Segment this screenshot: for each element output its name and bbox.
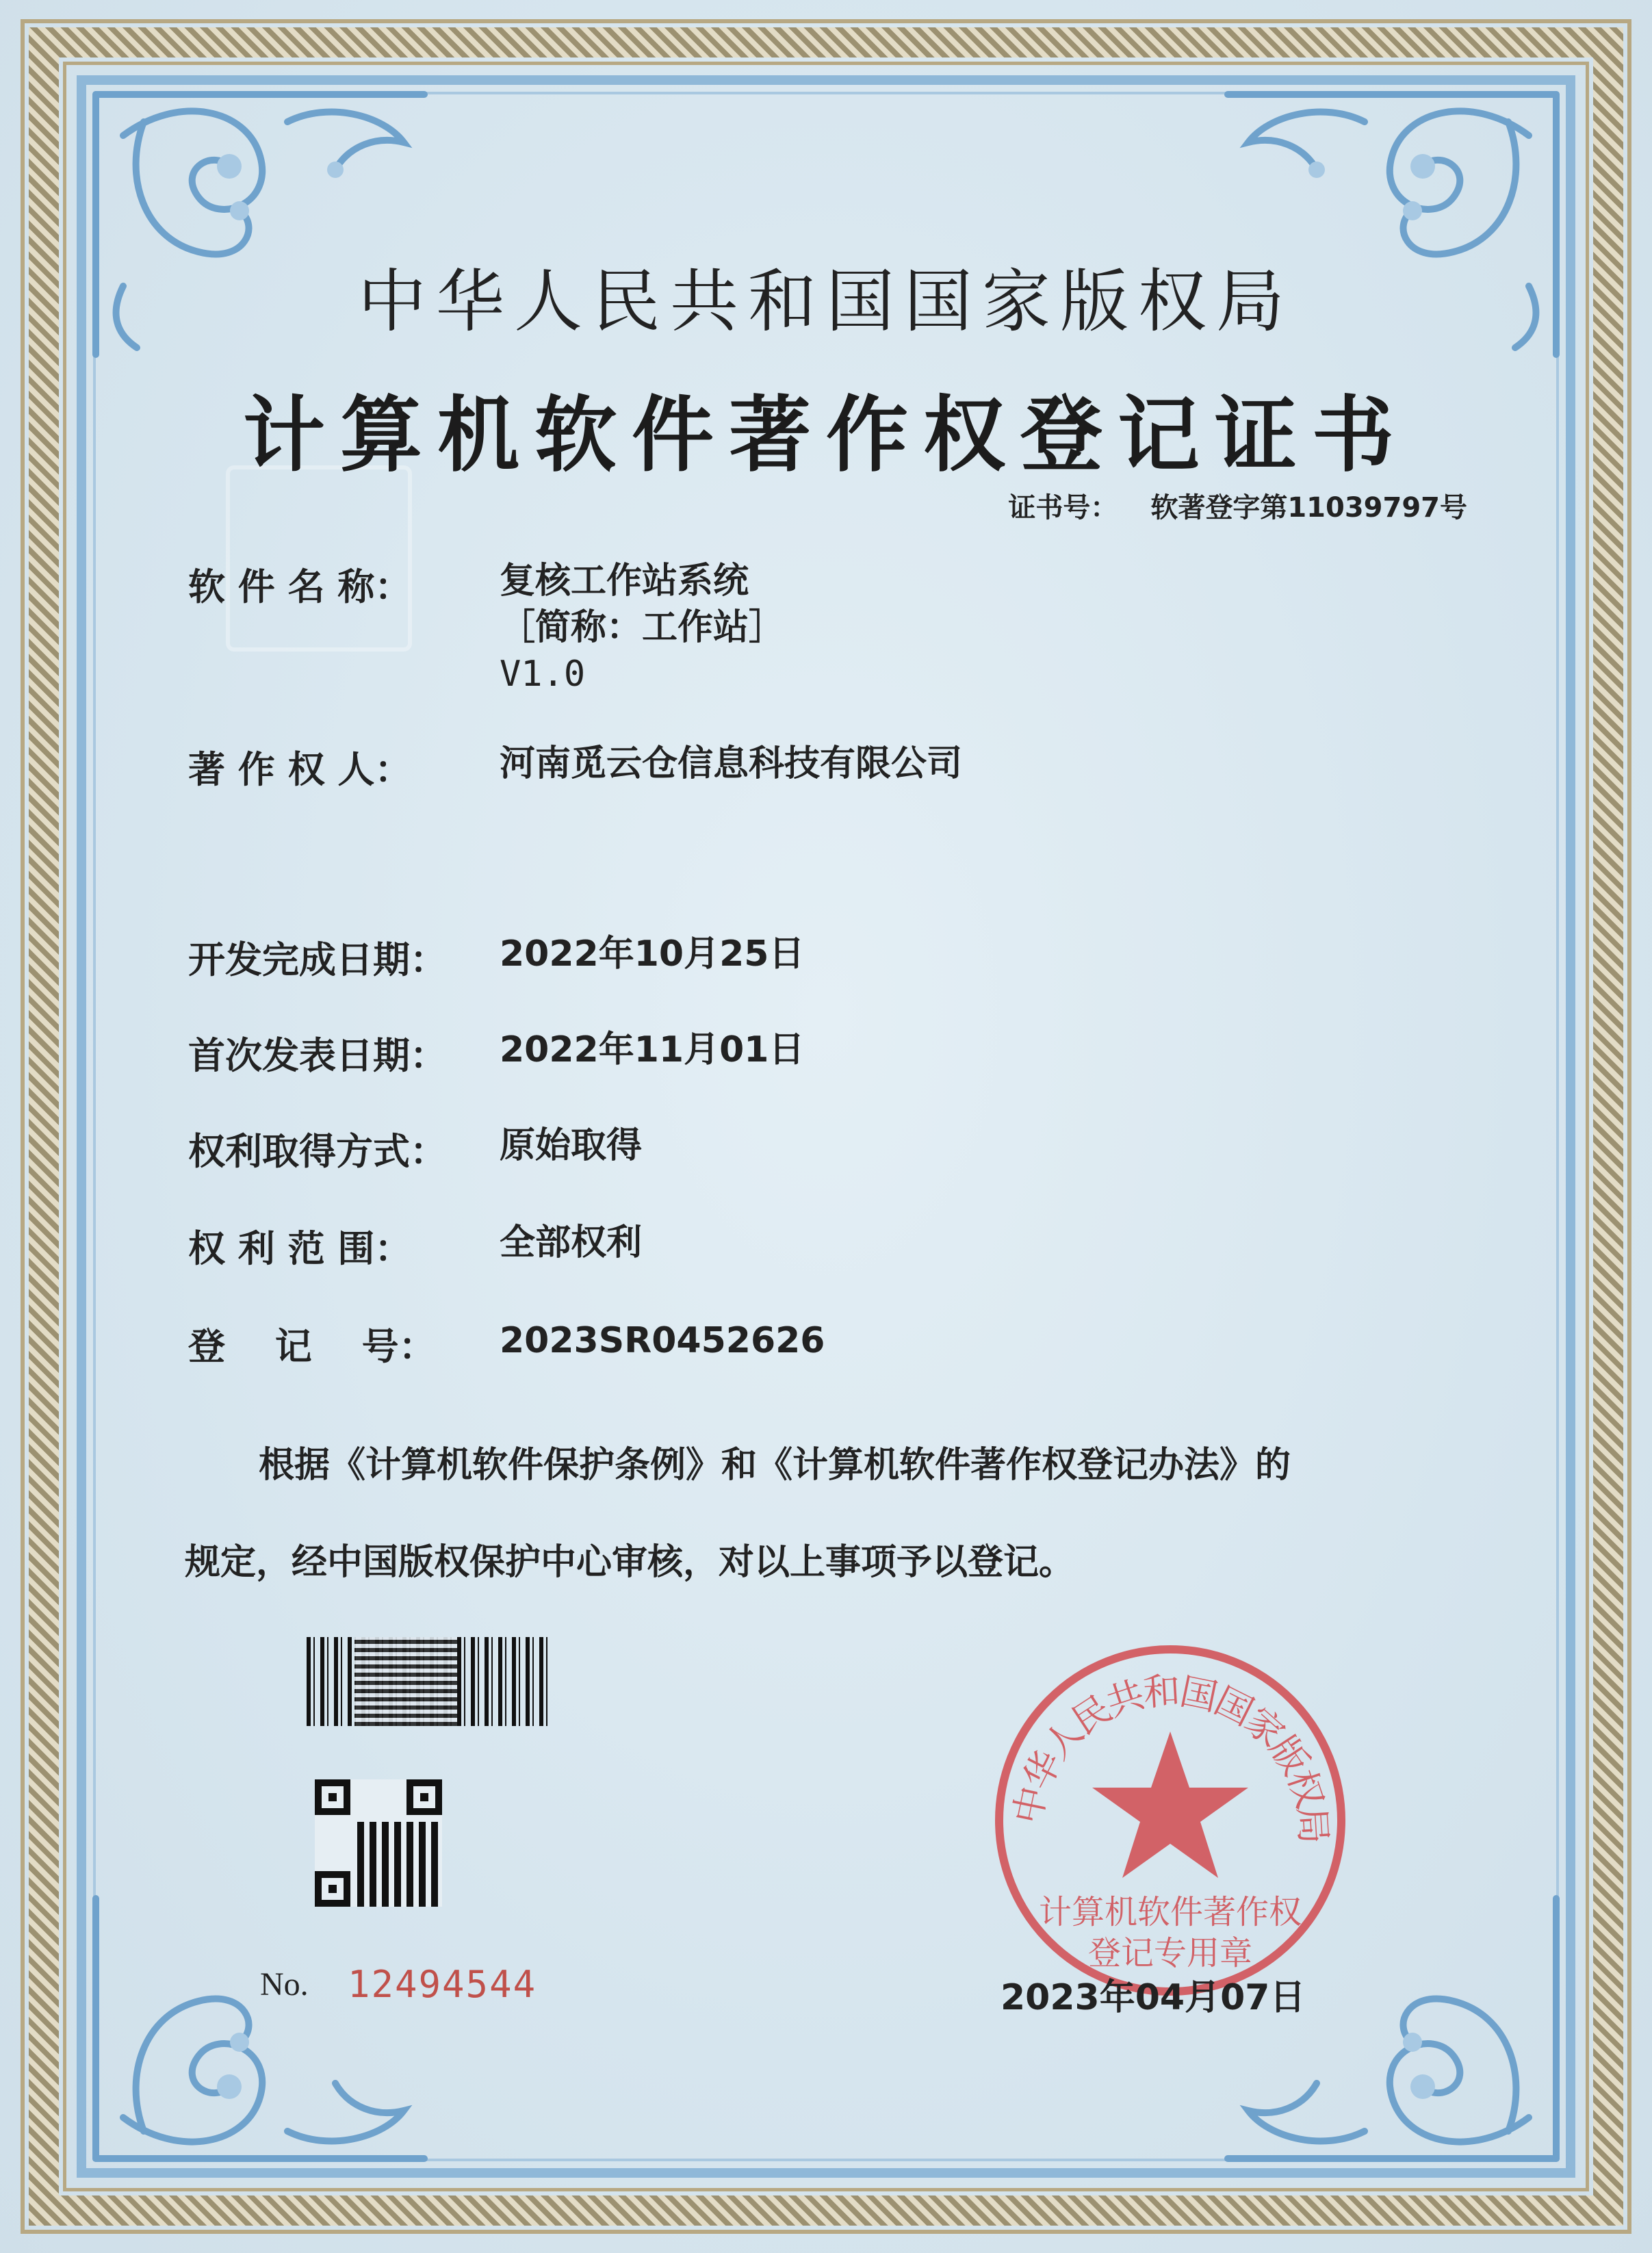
- seal-inner-line-1: 计算机软件著作权: [1038, 1893, 1302, 1931]
- software-name-line: 复核工作站系统: [500, 561, 749, 602]
- serial-label: No.: [260, 1966, 309, 2003]
- field-value-acquisition-method: 原始取得: [500, 1125, 643, 1166]
- field-label-copyright-owner: 著 作 权 人：: [188, 748, 412, 791]
- field-label-rights-scope: 权 利 范 围：: [188, 1227, 412, 1270]
- barcode-icon: [307, 1637, 553, 1726]
- field-label-publication-date: 首次发表日期：: [188, 1034, 447, 1077]
- field-label-acquisition-method: 权利取得方式：: [188, 1130, 447, 1173]
- statement-line-1: 根据《计算机软件保护条例》和《计算机软件著作权登记办法》的: [259, 1445, 1291, 1486]
- issue-date: 2023年04月07日: [1001, 1977, 1306, 2018]
- certificate-number-label: 证书号：: [1008, 492, 1118, 524]
- field-label-completion-date: 开发完成日期：: [188, 938, 447, 981]
- certificate-number: [1008, 486, 1467, 525]
- field-value-registration-number: 2023SR0452626: [500, 1320, 825, 1361]
- certificate-number-value: 软著登字第11039797号: [1150, 492, 1467, 524]
- software-version-line: V1.0: [500, 654, 586, 695]
- field-label-software-name: 软 件 名 称：: [188, 565, 412, 608]
- statement-line-2: 规定，经中国版权保护中心审核，对以上事项予以登记。: [185, 1542, 1075, 1583]
- seal-outer-text: 中华人民共和国国家版权局: [1005, 1669, 1336, 1846]
- software-abbrev-line: ［简称：工作站］: [500, 607, 785, 648]
- field-value-rights-scope: 全部权利: [500, 1222, 643, 1263]
- official-seal: [985, 1636, 1355, 2005]
- field-value-completion-date: 2022年10月25日: [500, 934, 805, 975]
- seal-inner-line-2: 登记专用章: [1087, 1934, 1253, 1972]
- field-value-copyright-owner: 河南觅云仓信息科技有限公司: [500, 743, 963, 784]
- certificate-title: 计算机软件著作权登记证书: [243, 388, 1409, 483]
- field-value-publication-date: 2022年11月01日: [500, 1029, 805, 1070]
- field-label-registration-number: 登 记 号：: [188, 1325, 436, 1368]
- serial-number: 12494544: [348, 1963, 537, 2006]
- qr-code-icon: [315, 1779, 442, 1907]
- seal-star-icon: [1092, 1731, 1248, 1878]
- field-value-software-name: [500, 558, 784, 697]
- issuing-authority: 中华人民共和国国家版权局: [358, 261, 1294, 342]
- corner-ornament-icon: [82, 1885, 438, 2172]
